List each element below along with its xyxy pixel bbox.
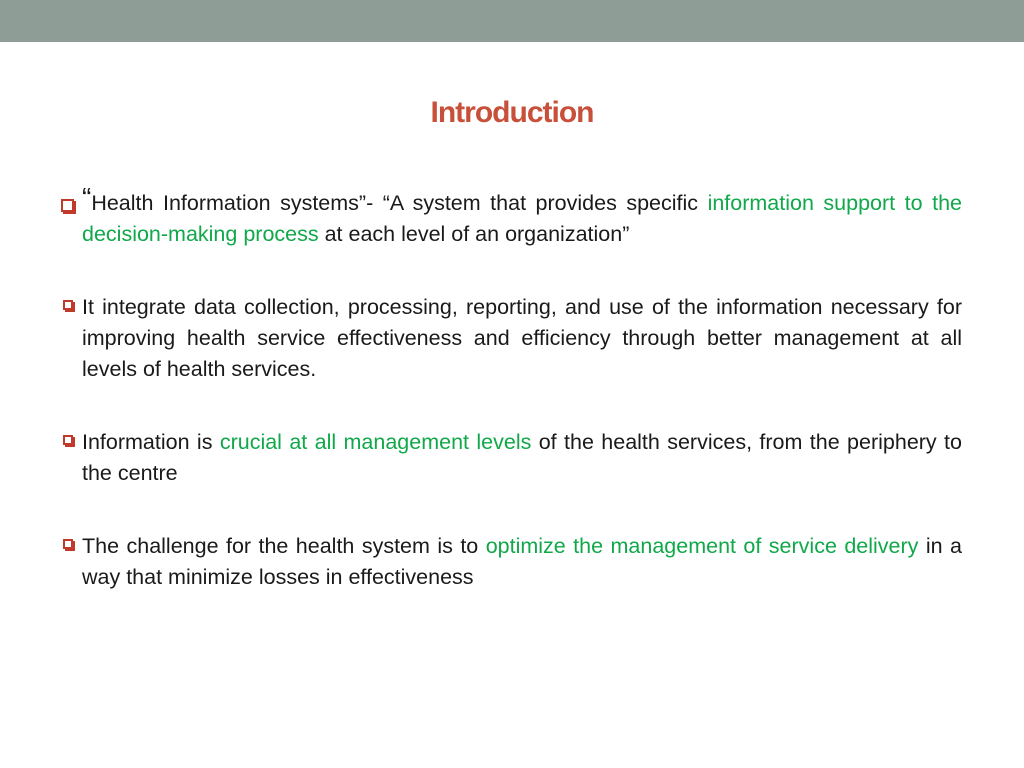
bullet-text: of the health services, from the periphery to the centre	[82, 430, 962, 485]
bullet-item	[61, 531, 962, 593]
bullet-item	[61, 182, 963, 250]
bullet-item	[61, 427, 962, 489]
checkbox-square-icon	[63, 300, 73, 310]
checkbox-square-icon	[63, 539, 73, 549]
slide-content	[61, 182, 963, 635]
checkbox-square-icon	[61, 199, 74, 212]
bullet-text: at each level of an organization”	[318, 222, 630, 246]
open-quote: “	[82, 182, 92, 213]
bullet-text: It integrate data collection, processing, reporting, and use of the information necessary for improving health service effectiveness and efficiency through better management at all levels of health services.	[82, 295, 962, 381]
bullet-highlight: optimize the management of service delivery	[485, 534, 919, 558]
bullet-text: Information is	[82, 430, 220, 454]
bullet-text: in a way that minimize losses in effectiveness	[82, 534, 962, 589]
top-bar	[0, 0, 1024, 42]
bullet-item	[61, 292, 962, 385]
bullet-text: Health Information systems”- “A system that provides specific	[91, 191, 708, 215]
bullet-highlight: information support to the decision-making process	[82, 191, 963, 246]
bullet-text: The challenge for the health system is to	[82, 534, 486, 558]
slide-title: Introduction	[430, 96, 594, 129]
checkbox-square-icon	[63, 435, 73, 445]
bullet-highlight: crucial at all management levels	[219, 430, 532, 454]
